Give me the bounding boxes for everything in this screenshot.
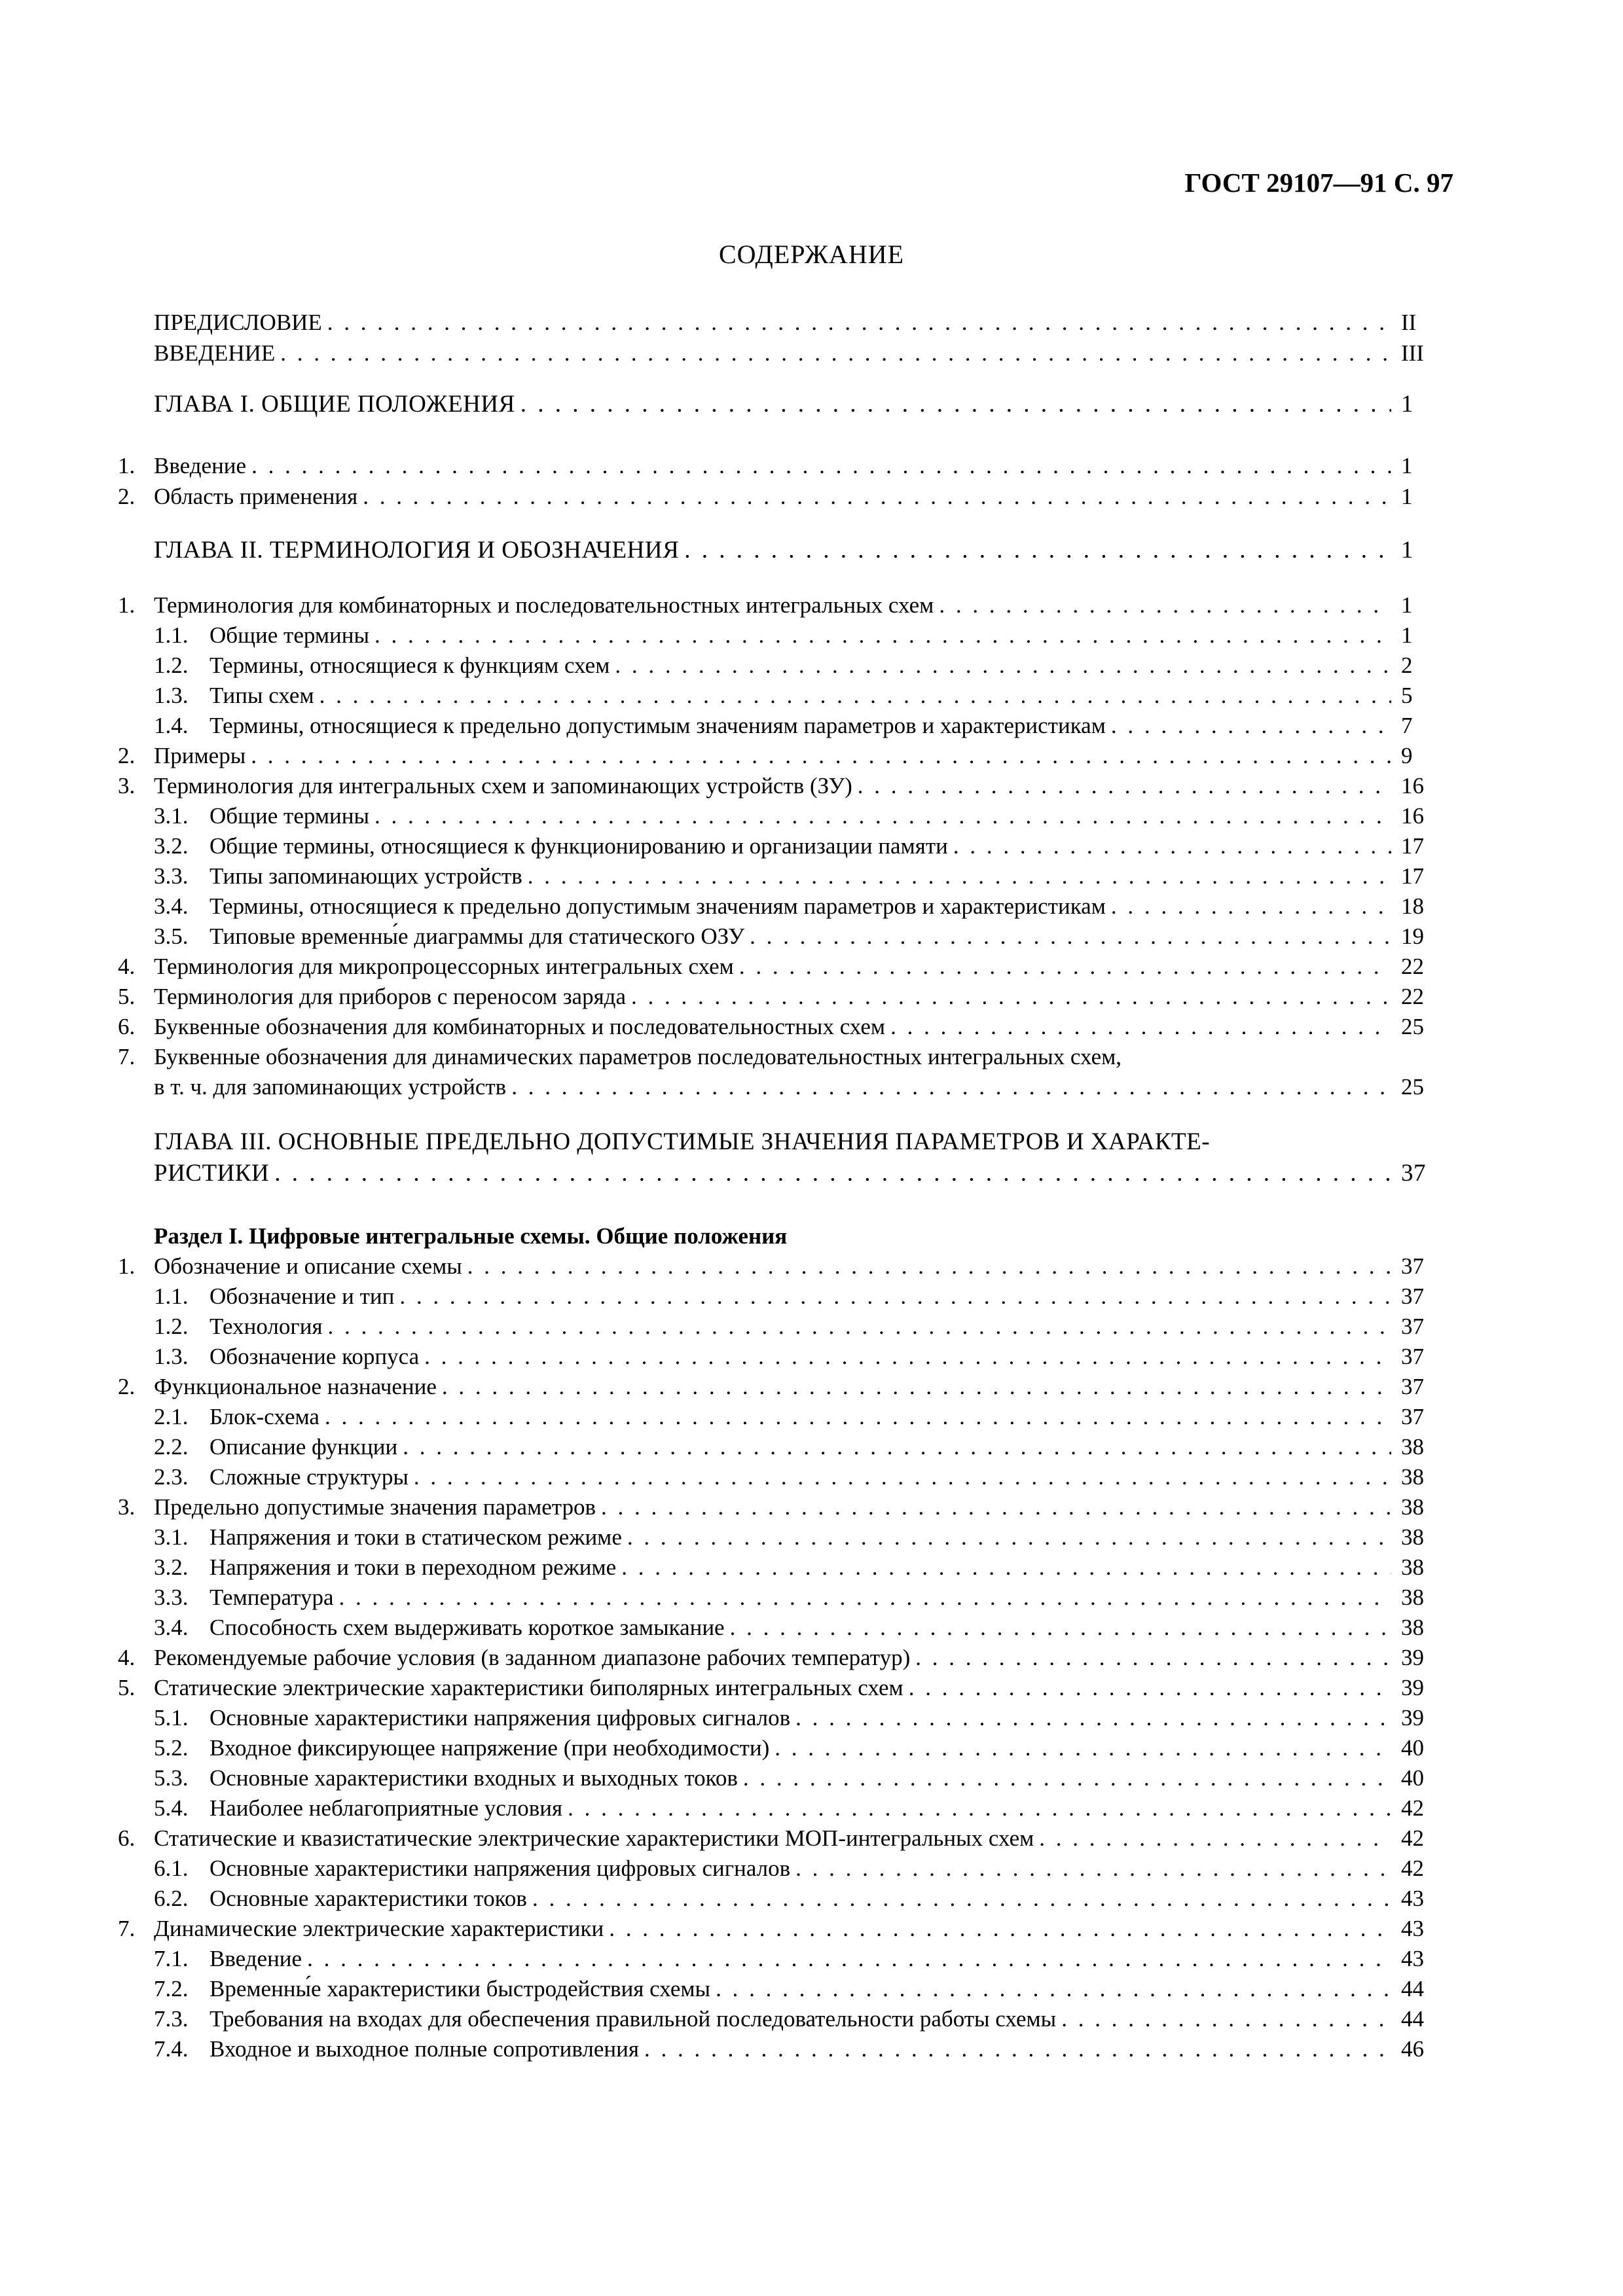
toc-entry-number: 1. xyxy=(118,1253,136,1279)
toc-entry-page: 5 xyxy=(1401,683,1413,708)
toc-entry xyxy=(0,338,1623,368)
toc-entry xyxy=(0,1583,1623,1613)
toc-entry-page: 2 xyxy=(1401,653,1413,678)
toc-entry-page: III xyxy=(1401,340,1424,366)
toc-entry-text: ПРЕДИСЛОВИЕ xyxy=(154,308,327,338)
toc-entry-text: Общие термины xyxy=(210,620,374,651)
toc-entry-text: Терминология для комбинаторных и последовательностных интегральных схем xyxy=(154,590,939,620)
toc-entry-page: 16 xyxy=(1401,803,1424,829)
toc-entry-page: 1 xyxy=(1401,622,1413,648)
toc-entry xyxy=(0,1884,1623,1914)
toc-entry-text: Термины, относящиеся к предельно допустимым значениям параметров и характеристикам xyxy=(210,711,1111,741)
toc-entry-page: 37 xyxy=(1401,1404,1424,1429)
toc-chapter xyxy=(0,535,1623,565)
toc-entry-text: Основные характеристики напряжения цифровых сигналов xyxy=(210,1703,795,1733)
toc-entry-text: Буквенные обозначения для комбинаторных и последовательностных схем xyxy=(154,1012,890,1042)
toc-entry xyxy=(0,1944,1623,1974)
toc-entry-number: 1.1. xyxy=(154,1283,189,1309)
toc-entry-text: Требования на входах для обеспечения правильной последовательности работы схемы xyxy=(210,2004,1061,2034)
toc-entry xyxy=(0,1402,1623,1432)
toc-entry-number: 6.1. xyxy=(154,1856,189,1881)
toc-chapter xyxy=(0,389,1623,420)
toc-entry xyxy=(0,1312,1623,1342)
toc-entry-page: 1 xyxy=(1401,453,1413,478)
toc-entry-page: 38 xyxy=(1401,1554,1424,1580)
toc-entry-number: 5.4. xyxy=(154,1795,189,1821)
toc-entry-text: в т. ч. для запоминающих устройств xyxy=(154,1072,511,1102)
toc-entry-page: 25 xyxy=(1401,1014,1424,1039)
toc-entry xyxy=(0,1673,1623,1703)
toc-entry-text: Рекомендуемые рабочие условия (в заданном диапазоне рабочих температур) xyxy=(154,1643,915,1673)
toc-entry-page: 37 xyxy=(1401,1374,1424,1399)
toc-entry-number: 4. xyxy=(118,954,136,979)
toc-entry-number: 3.4. xyxy=(154,1615,189,1640)
toc-entry-number: 3.3. xyxy=(154,863,189,889)
toc-entry-number: 3. xyxy=(118,1494,136,1520)
toc-entry xyxy=(0,1492,1623,1522)
toc-entry-number: 1.1. xyxy=(154,622,189,648)
toc-entry-page: 38 xyxy=(1401,1524,1424,1550)
toc-entry-number: 4. xyxy=(118,1645,136,1670)
toc-entry-text: Общие термины, относящиеся к функционированию и организации памяти xyxy=(210,831,953,861)
toc-entry-page: II xyxy=(1401,310,1417,335)
toc-entry-page: 19 xyxy=(1401,924,1424,949)
toc-entry-page: 38 xyxy=(1401,1494,1424,1520)
page-header: ГОСТ 29107—91 С. 97 xyxy=(1184,168,1453,198)
toc-chapter xyxy=(0,1158,1623,1189)
toc-entry-page: 38 xyxy=(1401,1464,1424,1490)
toc-entry-page: 44 xyxy=(1401,1976,1424,2001)
toc-entry xyxy=(0,1974,1623,2004)
toc-entry-page: 37 xyxy=(1401,1344,1424,1369)
toc-entry-page: 1 xyxy=(1401,592,1413,618)
toc-entry-number: 1.3. xyxy=(154,1344,189,1369)
toc-entry-number: 1.2. xyxy=(154,1314,189,1339)
toc-entry-number: 2. xyxy=(118,484,136,509)
toc-entry-number: 2.3. xyxy=(154,1464,189,1490)
toc-entry xyxy=(0,741,1623,771)
toc-entry-text: Общие термины xyxy=(210,801,374,831)
toc-entry-page: 38 xyxy=(1401,1615,1424,1640)
toc-entry-text: Обозначение и описание схемы xyxy=(154,1251,467,1282)
toc-entry-number: 3.2. xyxy=(154,833,189,859)
toc-entry-number: 3.2. xyxy=(154,1554,189,1580)
toc-entry-page: 46 xyxy=(1401,2036,1424,2062)
toc-entry xyxy=(0,590,1623,620)
toc-entry xyxy=(0,1854,1623,1884)
toc-entry xyxy=(0,1342,1623,1372)
toc-entry-text: Термины, относящиеся к функциям схем xyxy=(210,651,615,681)
toc-entry-page: 38 xyxy=(1401,1434,1424,1460)
toc-entry-page: 1 xyxy=(1401,391,1413,418)
toc-entry-text: Статические электрические характеристики биполярных интегральных схем xyxy=(154,1673,909,1703)
toc-entry-page: 37 xyxy=(1401,1283,1424,1309)
toc-section-heading xyxy=(0,1221,1623,1251)
toc-entry-number: 5. xyxy=(118,1675,136,1700)
toc-entry xyxy=(0,1522,1623,1552)
toc-entry xyxy=(0,771,1623,801)
toc-entry-text: ВВЕДЕНИЕ xyxy=(154,338,280,368)
toc-entry-text: Способность схем выдерживать короткое замыкание xyxy=(210,1613,730,1643)
toc-entry xyxy=(0,1012,1623,1042)
toc-entry-number: 1.3. xyxy=(154,683,189,708)
toc-entry-text: Блок-схема xyxy=(210,1402,325,1432)
toc-entry xyxy=(0,711,1623,741)
toc-entry-text: Область применения xyxy=(154,482,363,512)
toc-entry-number: 2. xyxy=(118,743,136,768)
toc-entry-page: 7 xyxy=(1401,713,1413,738)
toc-entry xyxy=(0,1552,1623,1583)
toc-entry-number: 5.1. xyxy=(154,1705,189,1731)
toc-entry xyxy=(0,801,1623,831)
toc-entry xyxy=(0,1372,1623,1402)
toc-entry-text: Функциональное назначение xyxy=(154,1372,442,1402)
toc-entry-number: 7. xyxy=(118,1916,136,1941)
toc-entry-page: 18 xyxy=(1401,893,1424,919)
toc-entry-page: 38 xyxy=(1401,1585,1424,1610)
toc-entry-page: 43 xyxy=(1401,1946,1424,1971)
toc-entry-text: Динамические электрические характеристики xyxy=(154,1914,609,1944)
toc-entry-page: 44 xyxy=(1401,2006,1424,2032)
toc-entry-page: 37 xyxy=(1401,1253,1424,1279)
toc-entry xyxy=(0,1914,1623,1944)
toc-title: СОДЕРЖАНИЕ xyxy=(718,240,905,269)
toc-entry-number: 5.2. xyxy=(154,1735,189,1761)
toc-entry xyxy=(0,1072,1623,1102)
toc-entry-number: 3.5. xyxy=(154,924,189,949)
toc-chapter xyxy=(0,1127,1623,1157)
toc-entry xyxy=(0,982,1623,1012)
toc-entry-page: 43 xyxy=(1401,1886,1424,1911)
toc-entry xyxy=(0,1643,1623,1673)
toc-entry-page: 39 xyxy=(1401,1705,1424,1731)
toc-entry-number: 7.1. xyxy=(154,1946,189,1971)
toc-entry-number: 7. xyxy=(118,1044,136,1069)
toc-entry-page: 37 xyxy=(1401,1314,1424,1339)
toc-entry-text: Входное и выходное полные сопротивления xyxy=(210,2034,644,2064)
toc-entry-page: 39 xyxy=(1401,1645,1424,1670)
toc-entry xyxy=(0,1462,1623,1492)
toc-entry xyxy=(0,922,1623,952)
toc-entry-text: Терминология для микропроцессорных интегральных схем xyxy=(154,952,739,982)
toc-entry-page: 1 xyxy=(1401,484,1413,509)
toc-entry-text: Основные характеристики входных и выходных токов xyxy=(210,1763,743,1793)
toc-entry-text: Временны́е характеристики быстродействия схемы xyxy=(210,1974,716,2004)
toc-entry-text: РИСТИКИ xyxy=(154,1158,274,1189)
toc-entry-text: Наиболее неблагоприятные условия xyxy=(210,1793,568,1823)
toc-entry-text: Температура xyxy=(210,1583,339,1613)
toc-entry-text: Примеры xyxy=(154,741,251,771)
toc-entry-text: Напряжения и токи в статическом режиме xyxy=(210,1522,627,1552)
toc-entry xyxy=(0,1793,1623,1823)
toc-entry-text: Терминология для интегральных схем и запоминающих устройств (ЗУ) xyxy=(154,771,858,801)
toc-entry-number: 2.1. xyxy=(154,1404,189,1429)
toc-entry-text: Входное фиксирующее напряжение (при необходимости) xyxy=(210,1733,775,1763)
toc-entry xyxy=(0,831,1623,861)
toc-entry xyxy=(0,681,1623,711)
toc-entry-page: 43 xyxy=(1401,1916,1424,1941)
toc-entry-text: ГЛАВА I. ОБЩИЕ ПОЛОЖЕНИЯ xyxy=(154,389,520,420)
toc-entry-text: Типовые временны́е диаграммы для статического ОЗУ xyxy=(210,922,750,952)
toc-entry-number: 7.2. xyxy=(154,1976,189,2001)
toc-entry-page: 17 xyxy=(1401,833,1424,859)
toc-entry-page: 17 xyxy=(1401,863,1424,889)
toc-entry-text: Описание функции xyxy=(210,1432,403,1462)
toc-entry-number: 3.4. xyxy=(154,893,189,919)
toc-entry-page: 22 xyxy=(1401,954,1424,979)
toc-entry-number: 2.2. xyxy=(154,1434,189,1460)
toc-entry-text: Статические и квазистатические электрические характеристики МОП-интегральных схем xyxy=(154,1823,1039,1854)
toc-entry-text: Предельно допустимые значения параметров xyxy=(154,1492,601,1522)
toc-entry-number: 2. xyxy=(118,1374,136,1399)
toc-entry xyxy=(0,2004,1623,2034)
toc-entry-number: 1.4. xyxy=(154,713,189,738)
toc-entry-number: 5.3. xyxy=(154,1765,189,1791)
toc-entry xyxy=(0,1432,1623,1462)
toc-entry-page: 16 xyxy=(1401,773,1424,798)
toc-entry-text: Терминология для приборов с переносом заряда xyxy=(154,982,631,1012)
toc-entry xyxy=(0,891,1623,922)
toc-entry xyxy=(0,308,1623,338)
toc-entry xyxy=(0,2034,1623,2064)
toc-entry-page: 42 xyxy=(1401,1825,1424,1851)
toc-entry-page: 1 xyxy=(1401,537,1413,564)
toc-entry xyxy=(0,1613,1623,1643)
toc-entry xyxy=(0,1251,1623,1282)
toc-entry-text: Введение xyxy=(210,1944,307,1974)
toc-entry-page: 22 xyxy=(1401,984,1424,1009)
toc-entry xyxy=(0,482,1623,512)
toc-entry-page: 37 xyxy=(1401,1160,1426,1187)
toc-entry-page: 40 xyxy=(1401,1735,1424,1761)
toc-entry xyxy=(0,1823,1623,1854)
toc-entry xyxy=(0,861,1623,891)
toc-entry xyxy=(0,651,1623,681)
toc-entry-text: Обозначение и тип xyxy=(210,1282,399,1312)
toc-entry-number: 3.1. xyxy=(154,1524,189,1550)
toc-entry-page: 9 xyxy=(1401,743,1413,768)
toc-entry xyxy=(0,1733,1623,1763)
toc-entry xyxy=(0,1042,1623,1072)
toc-entry-number: 5. xyxy=(118,984,136,1009)
toc-entry-number: 7.3. xyxy=(154,2006,189,2032)
toc-entry-page: 42 xyxy=(1401,1856,1424,1881)
toc-entry-text: Термины, относящиеся к предельно допустимым значениям параметров и характеристикам xyxy=(210,891,1111,922)
toc-entry-text: Обозначение корпуса xyxy=(210,1342,424,1372)
toc-entry-text: Типы запоминающих устройств xyxy=(210,861,528,891)
toc-entry xyxy=(0,1703,1623,1733)
toc-entry-number: 3. xyxy=(118,773,136,798)
toc-entry-number: 7.4. xyxy=(154,2036,189,2062)
toc-entry-text: Основные характеристики напряжения цифровых сигналов xyxy=(210,1854,795,1884)
toc-entry-number: 1. xyxy=(118,453,136,478)
toc-entry-text: ГЛАВА III. ОСНОВНЫЕ ПРЕДЕЛЬНО ДОПУСТИМЫЕ ЗНАЧЕНИЯ ПАРАМЕТРОВ И ХАРАКТЕ- xyxy=(154,1128,1211,1155)
toc-entry-text: Напряжения и токи в переходном режиме xyxy=(210,1552,621,1583)
toc-entry-page: 39 xyxy=(1401,1675,1424,1700)
toc-entry-number: 6. xyxy=(118,1014,136,1039)
toc-entry-text: Раздел I. Цифровые интегральные схемы. Общие положения xyxy=(154,1223,788,1249)
toc-entry-number: 3.3. xyxy=(154,1585,189,1610)
toc-entry-page: 40 xyxy=(1401,1765,1424,1791)
toc-entry-text: Сложные структуры xyxy=(210,1462,414,1492)
toc-entry xyxy=(0,1763,1623,1793)
toc-entry xyxy=(0,620,1623,651)
toc-entry-text: Введение xyxy=(154,451,251,481)
toc-entry xyxy=(0,952,1623,982)
toc-entry xyxy=(0,1282,1623,1312)
toc-entry-number: 6.2. xyxy=(154,1886,189,1911)
toc-entry-number: 6. xyxy=(118,1825,136,1851)
toc-entry-text: Типы схем xyxy=(210,681,319,711)
toc-entry-number: 1.2. xyxy=(154,653,189,678)
toc-entry-page: 25 xyxy=(1401,1074,1424,1100)
toc-entry-page: 42 xyxy=(1401,1795,1424,1821)
toc-entry-text: ГЛАВА II. ТЕРМИНОЛОГИЯ И ОБОЗНАЧЕНИЯ xyxy=(154,535,684,565)
toc-entry-number: 3.1. xyxy=(154,803,189,829)
toc-entry-text: Технология xyxy=(210,1312,328,1342)
toc-entry-number: 1. xyxy=(118,592,136,618)
toc-entry-text: Основные характеристики токов xyxy=(210,1884,532,1914)
toc-entry xyxy=(0,451,1623,481)
toc-entry-text: Буквенные обозначения для динамических параметров последовательностных интегральных схем, xyxy=(154,1044,1122,1069)
